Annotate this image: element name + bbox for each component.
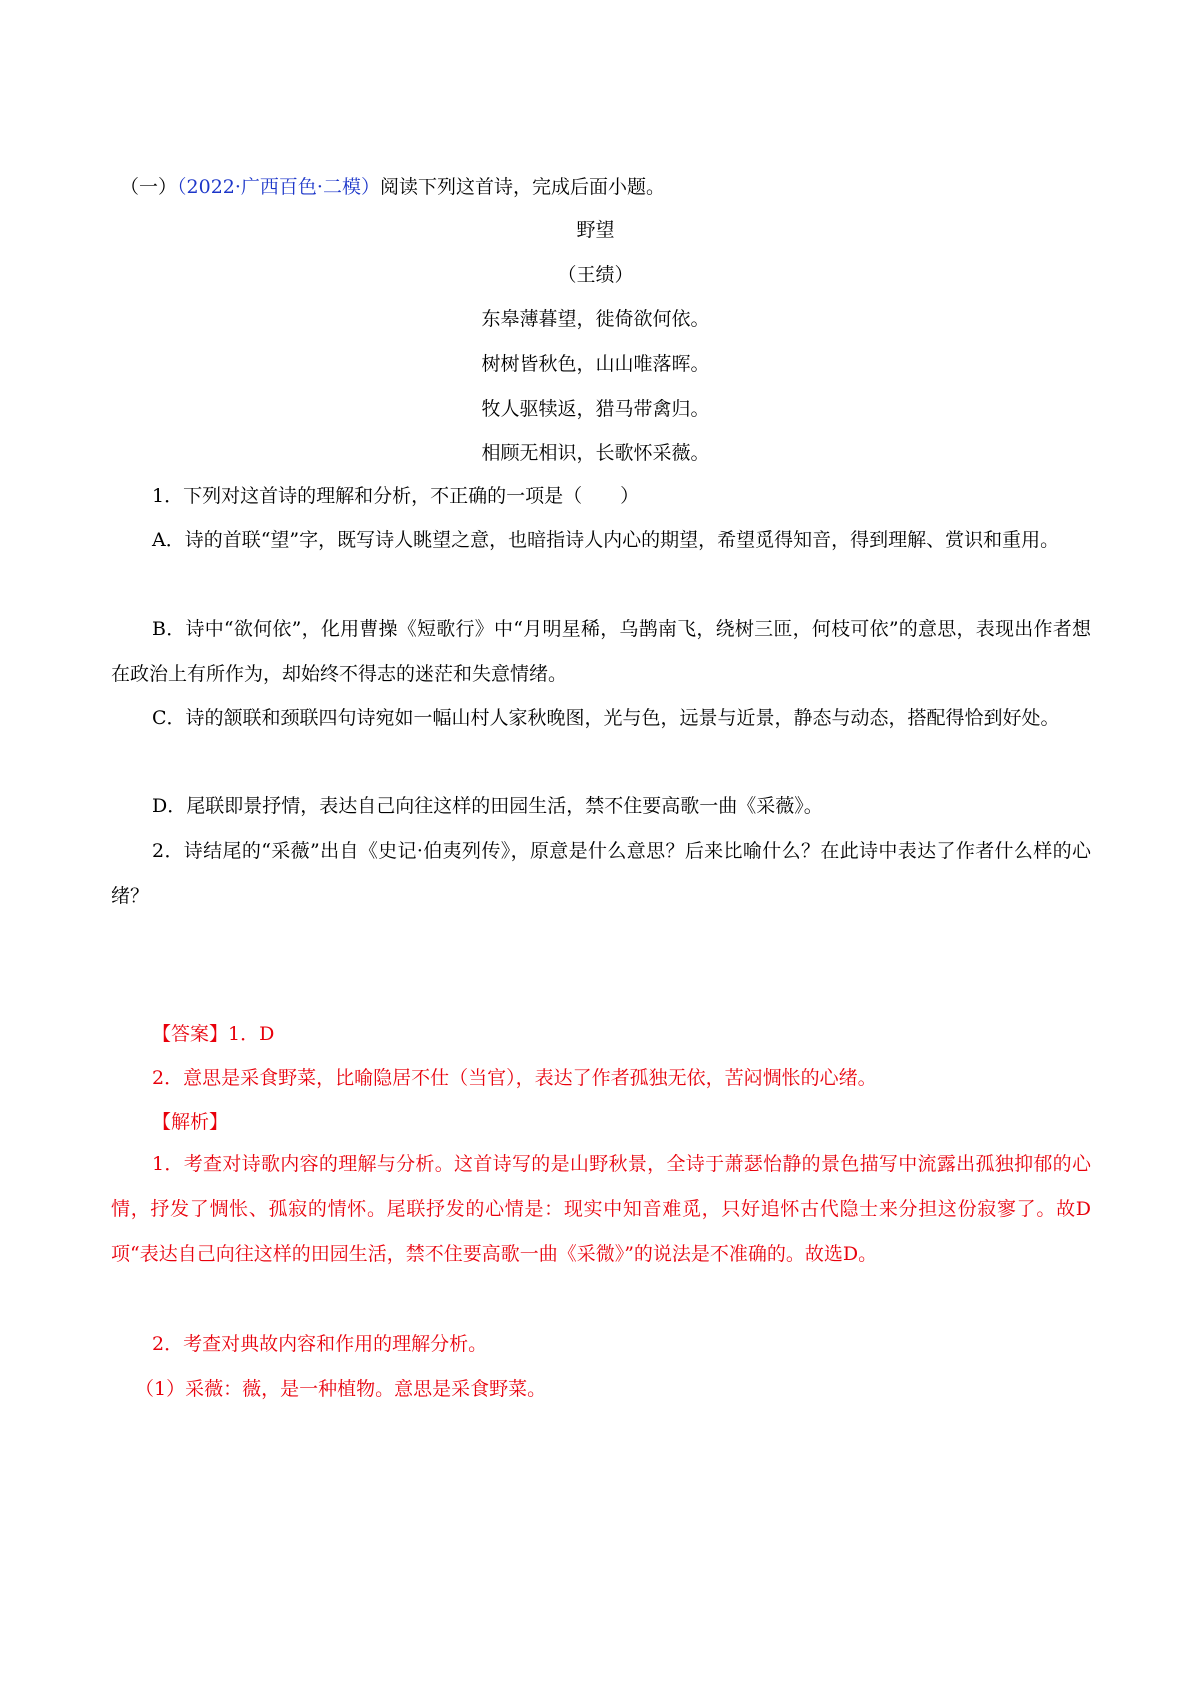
- question-2: 2．诗结尾的“采薇”出自《史记·伯夷列传》，原意是什么意思？后来比喻什么？在此诗中表达了作者什么样的心绪？: [111, 840, 1091, 907]
- poem-line: 牧人驱犊返，猎马带禽归。: [481, 398, 710, 420]
- question-intro: [120, 174, 665, 200]
- option-a: A．诗的首联“望”字，既写诗人眺望之意，也暗指诗人内心的期望，希望觅得知音，得到理解、赏识和重用。: [152, 529, 1060, 551]
- analysis-paragraph-3: （1）采薇：薇，是一种植物。意思是采食野菜。: [135, 1378, 547, 1400]
- poem-author: （王绩）: [557, 264, 634, 286]
- option-d: D．尾联即景抒情，表达自己向往这样的田园生活，禁不住要高歌一曲《采薇》。: [152, 795, 823, 817]
- analysis-label: 【解析】: [152, 1111, 229, 1133]
- question-1: 1．下列对这首诗的理解和分析，不正确的一项是（ ）: [152, 485, 640, 507]
- answer-2: 2．意思是采食野菜，比喻隐居不仕（当官），表达了作者孤独无依，苦闷惆怅的心绪。: [152, 1067, 877, 1089]
- analysis-paragraph-2: 2．考查对典故内容和作用的理解分析。: [152, 1333, 488, 1355]
- answer-label: 【答案】1．D: [152, 1023, 275, 1045]
- intro-instruction: 阅读下列这首诗，完成后面小题。: [379, 176, 665, 198]
- poem-line: 相顾无相识，长歌怀采薇。: [481, 442, 710, 464]
- poem-line: 树树皆秋色，山山唯落晖。: [481, 353, 710, 375]
- intro-prefix: （一）: [120, 176, 178, 198]
- option-b: B．诗中“欲何依”，化用曹操《短歌行》中“月明星稀，乌鹊南飞，绕树三匝，何枝可依”的意思，表现出作者想在政治上有所作为，却始终不得志的迷茫和失意情绪。: [111, 618, 1091, 685]
- poem-line: 东皋薄暮望，徙倚欲何依。: [481, 308, 710, 330]
- analysis-paragraph-1: 1．考查对诗歌内容的理解与分析。这首诗写的是山野秋景，全诗于萧瑟怡静的景色描写中流露出孤独抑郁的心情，抒发了惆怅、孤寂的情怀。尾联抒发的心情是：现实中知音难觅，只好追怀古代隐士来分担这份寂寥了。故D项“表达自己向往这样的田园生活，禁不住要高歌一曲《采微》”的说法是不准确的。故选D。: [111, 1153, 1091, 1265]
- poem-title: 野望: [576, 219, 615, 241]
- option-c: C．诗的颔联和颈联四句诗宛如一幅山村人家秋晚图，光与色，远景与近景，静态与动态，搭配得恰到好处。: [152, 707, 1060, 729]
- source-tag: （2022·广西百色·二模）: [177, 176, 380, 198]
